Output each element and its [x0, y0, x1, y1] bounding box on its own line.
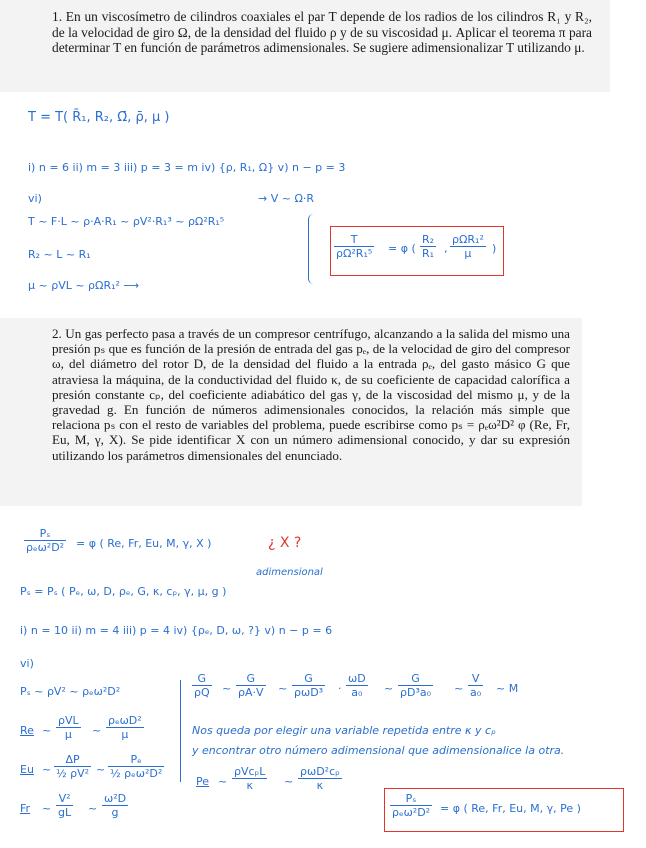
mach-frac-4 — [346, 672, 368, 699]
final-frac-den: ρₑω²D² — [392, 806, 431, 819]
solution-2-final-relation: = φ ( Re, Fr, Eu, M, γ, Pe ) — [440, 802, 581, 815]
solution-1-result-close: ) — [492, 242, 497, 255]
solution-2-final-frac — [390, 792, 432, 819]
reynolds-frac-1-num: ρVL — [58, 714, 79, 727]
solution-1-steps: i) n = 6 ii) m = 3 iii) p = 3 = m iv) {ρ, R₁, Ω} v) n − p = 3 — [28, 161, 346, 174]
mach-frac-5-num: G — [411, 672, 420, 685]
solution-1-torque-scaling: T ~ F·L ~ ρ·A·R₁ ~ ρV²·R₁³ ~ ρΩ²R₁⁵ — [28, 215, 225, 228]
froude-sim-2: ~ — [88, 802, 98, 815]
solution-1-velocity-note: → V ~ Ω·R — [258, 192, 314, 205]
solution-1-result-arg2 — [450, 233, 486, 260]
peclet-frac-1-den: κ — [246, 779, 253, 792]
reynolds-frac-1-den: μ — [64, 728, 72, 741]
reynolds-frac-2 — [106, 714, 144, 741]
froude-frac-2-den: g — [111, 806, 119, 819]
peclet-frac-2 — [298, 765, 342, 792]
froude-frac-1-den: gL — [58, 806, 72, 819]
froude-frac-1-num: V² — [58, 792, 71, 805]
result-arg1-denominator: R₁ — [422, 247, 435, 260]
euler-frac-1-num: ΔP — [65, 753, 80, 766]
final-frac-num: Pₛ — [405, 792, 417, 805]
solution-2-divider — [180, 680, 181, 782]
mach-frac-3-num: G — [304, 672, 313, 685]
froude-frac-2 — [102, 792, 128, 819]
mach-frac-2-den: ρA·V — [238, 686, 264, 699]
froude-label: Fr — [20, 802, 31, 815]
result-arg2-denominator: μ — [464, 247, 472, 260]
result-arg2-numerator: ρΩR₁² — [452, 233, 484, 246]
mach-frac-3-den: ρωD³ — [294, 686, 324, 699]
peclet-frac-1 — [232, 765, 267, 792]
solution-1-mu-scaling: μ ~ ρVL ~ ρΩR₁² ⟶ — [28, 279, 140, 292]
reynolds-frac-1 — [56, 714, 81, 741]
problem-2-statement: 2. Un gas perfecto pasa a través de un compresor centrífugo, alcanzando a la salida del mismo una presión pₛ que es función de la presión de entrada del gas pₑ, de la velocidad de giro del compresor ω, del diámetro del rotor D, de la densidad del fluido a la entrada ρₑ, del gasto másico G que atraviesa la máquina, de la conductividad del fluido κ, de su coeficiente de capacidad calorífica a presión constante cₚ, del coeficiente adiabático del gas γ, de la viscosidad del mismo μ, y de la gravedad g. En función de números adimensionales conocidos, la relación más simple que relaciona pₛ con el resto de variables del problema, puede escribirse como pₛ = ρₑω²D² φ (Re, Fr, Eu, M, γ, X). Se pide identificar X con un número adimensional conocido, y dar su expresión utilizando los parámetros dimensionales del enunciado. — [52, 326, 570, 463]
result-lhs-numerator: T — [350, 233, 358, 246]
euler-sim-2: ~ — [96, 763, 106, 776]
mach-frac-5-den: ρD³a₀ — [400, 686, 432, 699]
solution-2-annotation: adimensional — [256, 567, 323, 578]
solution-1-result-eq: = φ ( — [388, 242, 416, 255]
solution-1-result-arg1 — [420, 233, 436, 260]
mach-frac-4-num: ωD — [348, 672, 366, 685]
solution-2-question: ¿ X ? — [268, 535, 302, 551]
solution-2-frac-numerator: Pₛ — [39, 527, 51, 540]
euler-frac-1 — [54, 753, 91, 780]
solution-1-function: T = T( R̄₁, R₂, Ω̄, ρ̄, μ ) — [28, 110, 170, 125]
euler-frac-2-num: Pₑ — [130, 753, 142, 766]
solution-1-length-scaling: R₂ ~ L ~ R₁ — [28, 248, 91, 261]
solution-2-steps: i) n = 10 ii) m = 4 iii) p = 4 iv) {ρₑ, D, ω, ?} v) n − p = 6 — [20, 624, 333, 637]
solution-1-result-sep: , — [444, 242, 448, 255]
solution-2-note-line-1: Nos queda por elegir una variable repetida entre κ y cₚ — [192, 724, 496, 737]
solution-2-relation: = φ ( Re, Fr, Eu, M, γ, X ) — [76, 537, 212, 550]
mach-frac-5 — [398, 672, 433, 699]
result-lhs-denominator: ρΩ²R₁⁵ — [336, 247, 373, 260]
peclet-frac-2-den: κ — [316, 779, 324, 792]
mach-frac-2 — [236, 672, 266, 699]
solution-2-function: Pₛ = Pₛ ( Pₑ, ω, D, ρₑ, G, κ, cₚ, γ, μ, g ) — [20, 585, 227, 598]
froude-frac-2-num: ω²D — [104, 792, 127, 805]
result-arg1-numerator: R₂ — [422, 233, 435, 246]
euler-frac-2-den: ½ ρₑω²D² — [110, 767, 163, 780]
solution-2-ps-scaling: Pₛ ~ ρV² ~ ρₑω²D² — [20, 685, 121, 698]
mach-frac-1 — [192, 672, 212, 699]
reynolds-frac-2-num: ρₑωD² — [108, 714, 142, 727]
mach-frac-6-num: V — [471, 672, 480, 685]
peclet-sim-1: ~ — [218, 775, 228, 788]
euler-frac-1-den: ½ ρV² — [56, 767, 90, 780]
problem-1-scan — [0, 0, 610, 92]
froude-sim-1: ~ — [42, 802, 52, 815]
peclet-frac-1-num: ρVcₚL — [234, 765, 266, 778]
reynolds-sim-2: ~ — [92, 724, 102, 737]
mach-frac-6-den: a₀ — [470, 686, 482, 699]
mach-dot: · — [338, 682, 342, 695]
solution-2-vi-label: vi) — [20, 657, 34, 670]
solution-2-frac-denominator: ρₑω²D² — [26, 541, 65, 554]
mach-tail: ~ M — [496, 682, 519, 695]
peclet-sim-2: ~ — [284, 775, 294, 788]
mach-frac-1-num: G — [197, 672, 207, 685]
mach-sim-1: ~ — [222, 682, 232, 695]
mach-sim-2: ~ — [278, 682, 288, 695]
solution-2-note-line-2: y encontrar otro número adimensional que adimensionalice la otra. — [192, 744, 565, 757]
problem-1-statement: 1. En un viscosímetro de cilindros coaxiales el par T depende de los radios de los cilindros R₁ y R₂, de la velocidad de giro Ω, de la densidad del fluido ρ y de su viscosidad μ. Aplicar el teorema π para determinar T en función de parámetros adimensionales. Se sugiere adimensionalizar T utilizando μ. — [52, 9, 592, 56]
mach-sim-4: ~ — [454, 682, 464, 695]
euler-frac-2 — [108, 753, 164, 780]
froude-frac-1 — [56, 792, 73, 819]
solution-1-vi-label: vi) — [28, 192, 42, 205]
solution-1-brace — [308, 214, 319, 284]
reynolds-label: Re — [20, 724, 34, 737]
mach-frac-2-num: G — [246, 672, 256, 685]
reynolds-sim-1: ~ — [42, 724, 52, 737]
problem-2-scan — [0, 318, 582, 506]
peclet-label: Pe — [196, 775, 210, 788]
mach-sim-3: ~ — [384, 682, 394, 695]
reynolds-frac-2-den: μ — [121, 728, 129, 741]
euler-sim-1: ~ — [42, 763, 52, 776]
mach-frac-6 — [468, 672, 483, 699]
solution-1-result-lhs — [334, 233, 374, 260]
peclet-frac-2-num: ρωD²cₚ — [300, 765, 340, 778]
mach-frac-1-den: ρQ — [194, 686, 210, 699]
euler-label: Eu — [20, 763, 34, 776]
solution-2-frac — [24, 527, 66, 554]
mach-frac-3 — [292, 672, 325, 699]
mach-frac-4-den: a₀ — [351, 686, 363, 699]
